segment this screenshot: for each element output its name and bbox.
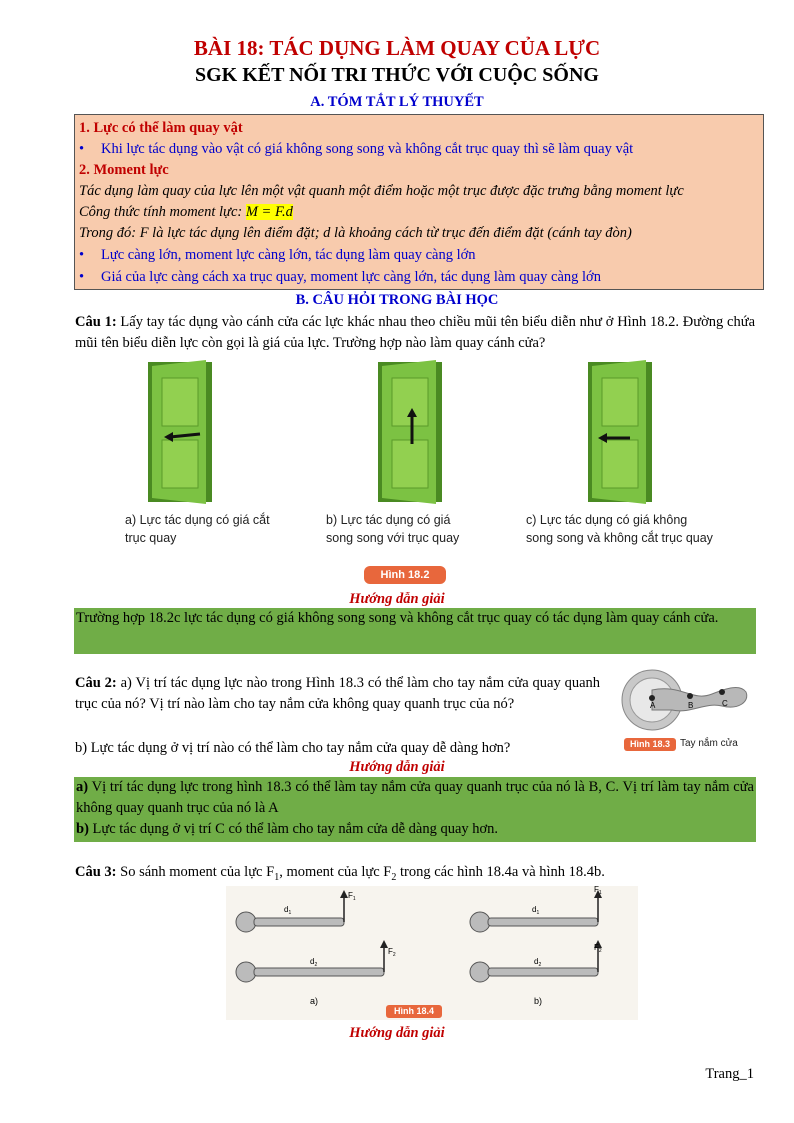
point-c-label: C bbox=[722, 699, 728, 708]
theory-bullet-2-text: Lực càng lớn, moment lực càng lớn, tác dụng làm quay càng lớn bbox=[101, 247, 476, 263]
theory-line-3: Trong đó: F là lực tác dụng lên điểm đặt; d là khoảng cách từ trục đến điểm đặt (cánh tay đòn) bbox=[79, 225, 632, 241]
section-a-heading: A. TÓM TẮT LÝ THUYẾT bbox=[310, 94, 484, 110]
q2-answer-b-text: Lực tác dụng ở vị trí C có thể làm cho tay nắm cửa dễ dàng quay hơn. bbox=[88, 821, 499, 837]
doors-figure bbox=[140, 358, 660, 508]
q2-answer-b-label: b) bbox=[76, 821, 89, 837]
f1-label-a: $F_1$ bbox=[348, 891, 356, 902]
q2-answer-a-text: Vị trí tác dụng lực trong hình 18.3 có thể làm tay nắm cửa quay quanh trục của nó là B, C. Vị trí làm tay nắm cửa không quay quanh trục của nó là A bbox=[76, 779, 754, 816]
d1-label-b: $d_1$ bbox=[532, 905, 540, 916]
q1-guide-heading: Hướng dẫn giải bbox=[349, 591, 445, 607]
caption-a bbox=[125, 511, 270, 547]
door-handle-figure bbox=[612, 662, 752, 736]
question-2-b: b) Lực tác dụng ở vị trí nào có thể làm cho tay nắm cửa quay dễ dàng hơn? bbox=[75, 740, 511, 756]
q1-answer-box: Trường hợp 18.2c lực tác dụng có giá không song song và không cắt trục quay có tác dụng làm quay cánh cửa. bbox=[74, 608, 756, 654]
caption-b-line-2: song song với trục quay bbox=[326, 531, 460, 545]
theory-line-2 bbox=[79, 202, 293, 222]
fig-b-label: b) bbox=[534, 996, 543, 1006]
point-b-label: B bbox=[688, 701, 694, 710]
bullet-icon: • bbox=[79, 247, 85, 263]
formula-label: Công thức tính moment lực: bbox=[79, 204, 246, 220]
q3-guide-heading: Hướng dẫn giải bbox=[349, 1025, 445, 1041]
lesson-subtitle: SGK KẾT NỐI TRI THỨC VỚI CUỘC SỐNG bbox=[195, 64, 599, 86]
figure-18-4-badge: Hình 18.4 bbox=[386, 1005, 442, 1018]
question-3-text-1: So sánh moment của lực F bbox=[116, 864, 275, 880]
theory-bullet-3 bbox=[79, 267, 601, 287]
caption-a-line-2: trục quay bbox=[125, 531, 177, 545]
door-a-illustration bbox=[148, 360, 212, 504]
question-1-label: Câu 1: bbox=[75, 314, 117, 330]
q2-answer-box bbox=[74, 777, 756, 842]
question-3-text-3: trong các hình 18.4a và hình 18.4b. bbox=[396, 864, 605, 880]
caption-c-line-2: song song và không cắt trục quay bbox=[526, 531, 713, 545]
formula: M = F.d bbox=[245, 204, 293, 220]
door-b-illustration bbox=[378, 360, 442, 504]
figure-18-3-badge: Hình 18.3 bbox=[624, 738, 676, 751]
theory-bullet-3-text: Giá của lực càng cách xa trục quay, moment lực càng lớn, tác dụng làm quay càng lớn bbox=[101, 269, 601, 285]
question-2 bbox=[75, 673, 600, 715]
q2-answer-a-label: a) bbox=[76, 779, 89, 795]
question-3-sub-2: 2 bbox=[391, 871, 397, 883]
page-number: Trang_1 bbox=[705, 1066, 754, 1082]
caption-c-line-1: c) Lực tác dụng có giá không bbox=[526, 513, 688, 527]
figure-18-2-badge: Hình 18.2 bbox=[364, 566, 446, 584]
caption-b-line-1: b) Lực tác dụng có giá bbox=[326, 513, 451, 527]
point-a-label: A bbox=[650, 701, 656, 710]
question-3 bbox=[75, 862, 755, 888]
question-1-text: Lấy tay tác dụng vào cánh cửa các lực khác nhau theo chiều mũi tên biểu diễn như ở Hình 18.2. Đường chứa mũi tên biểu diễn lực còn gọi là giá của lực. Trường hợp nào làm quay cánh cửa? bbox=[75, 314, 756, 351]
caption-c bbox=[526, 511, 713, 547]
theory-bullet-2 bbox=[79, 245, 476, 265]
question-3-label: Câu 3: bbox=[75, 864, 117, 880]
q2-answer-b bbox=[76, 819, 754, 840]
question-2-label: Câu 2: bbox=[75, 675, 117, 691]
caption-b bbox=[326, 511, 459, 547]
d1-label-a: $d_1$ bbox=[284, 905, 292, 916]
bullet-icon: • bbox=[79, 141, 85, 157]
theory-bullet-1-text: Khi lực tác dụng vào vật có giá không song song và không cắt trục quay thì sẽ làm quay vật bbox=[101, 141, 634, 157]
section-b-heading: B. CÂU HỎI TRONG BÀI HỌC bbox=[295, 292, 499, 308]
door-c-illustration bbox=[588, 360, 652, 504]
question-3-sub-1: 1 bbox=[274, 871, 280, 883]
fig-a-label: a) bbox=[310, 996, 319, 1006]
f1-label-b: $F_1$ bbox=[594, 886, 602, 896]
theory-heading-1: 1. Lực có thể làm quay vật bbox=[79, 120, 243, 136]
figure-18-3-caption: Tay nắm cửa bbox=[680, 738, 738, 749]
theory-box bbox=[74, 114, 764, 290]
q2-guide-heading: Hướng dẫn giải bbox=[349, 759, 445, 775]
d2-label-b: $d_2$ bbox=[534, 957, 542, 968]
d2-label-a: $d_2$ bbox=[310, 957, 318, 968]
f2-label-b: $F_2$ bbox=[594, 943, 602, 954]
bullet-icon: • bbox=[79, 269, 85, 285]
question-1 bbox=[75, 312, 755, 354]
q2-answer-a bbox=[76, 777, 754, 819]
theory-line-1: Tác dụng làm quay của lực lên một vật quanh một điểm hoặc một trục được đặc trưng bằng moment lực bbox=[79, 183, 684, 199]
question-3-text-2: , moment của lực F bbox=[279, 864, 392, 880]
theory-bullet-1 bbox=[79, 139, 633, 159]
wrench-figure bbox=[226, 886, 638, 1020]
theory-heading-2: 2. Moment lực bbox=[79, 162, 169, 178]
f2-label-a: $F_2$ bbox=[388, 947, 396, 958]
question-2-text-a: a) Vị trí tác dụng lực nào trong Hình 18.3 có thể làm cho tay nắm cửa quay quanh trục của nó? Vị trí nào làm cho tay nắm cửa không quay quanh trục của nó? bbox=[75, 675, 600, 712]
caption-a-line-1: a) Lực tác dụng có giá cắt bbox=[125, 513, 270, 527]
lesson-title: BÀI 18: TÁC DỤNG LÀM QUAY CỦA LỰC bbox=[193, 36, 601, 60]
